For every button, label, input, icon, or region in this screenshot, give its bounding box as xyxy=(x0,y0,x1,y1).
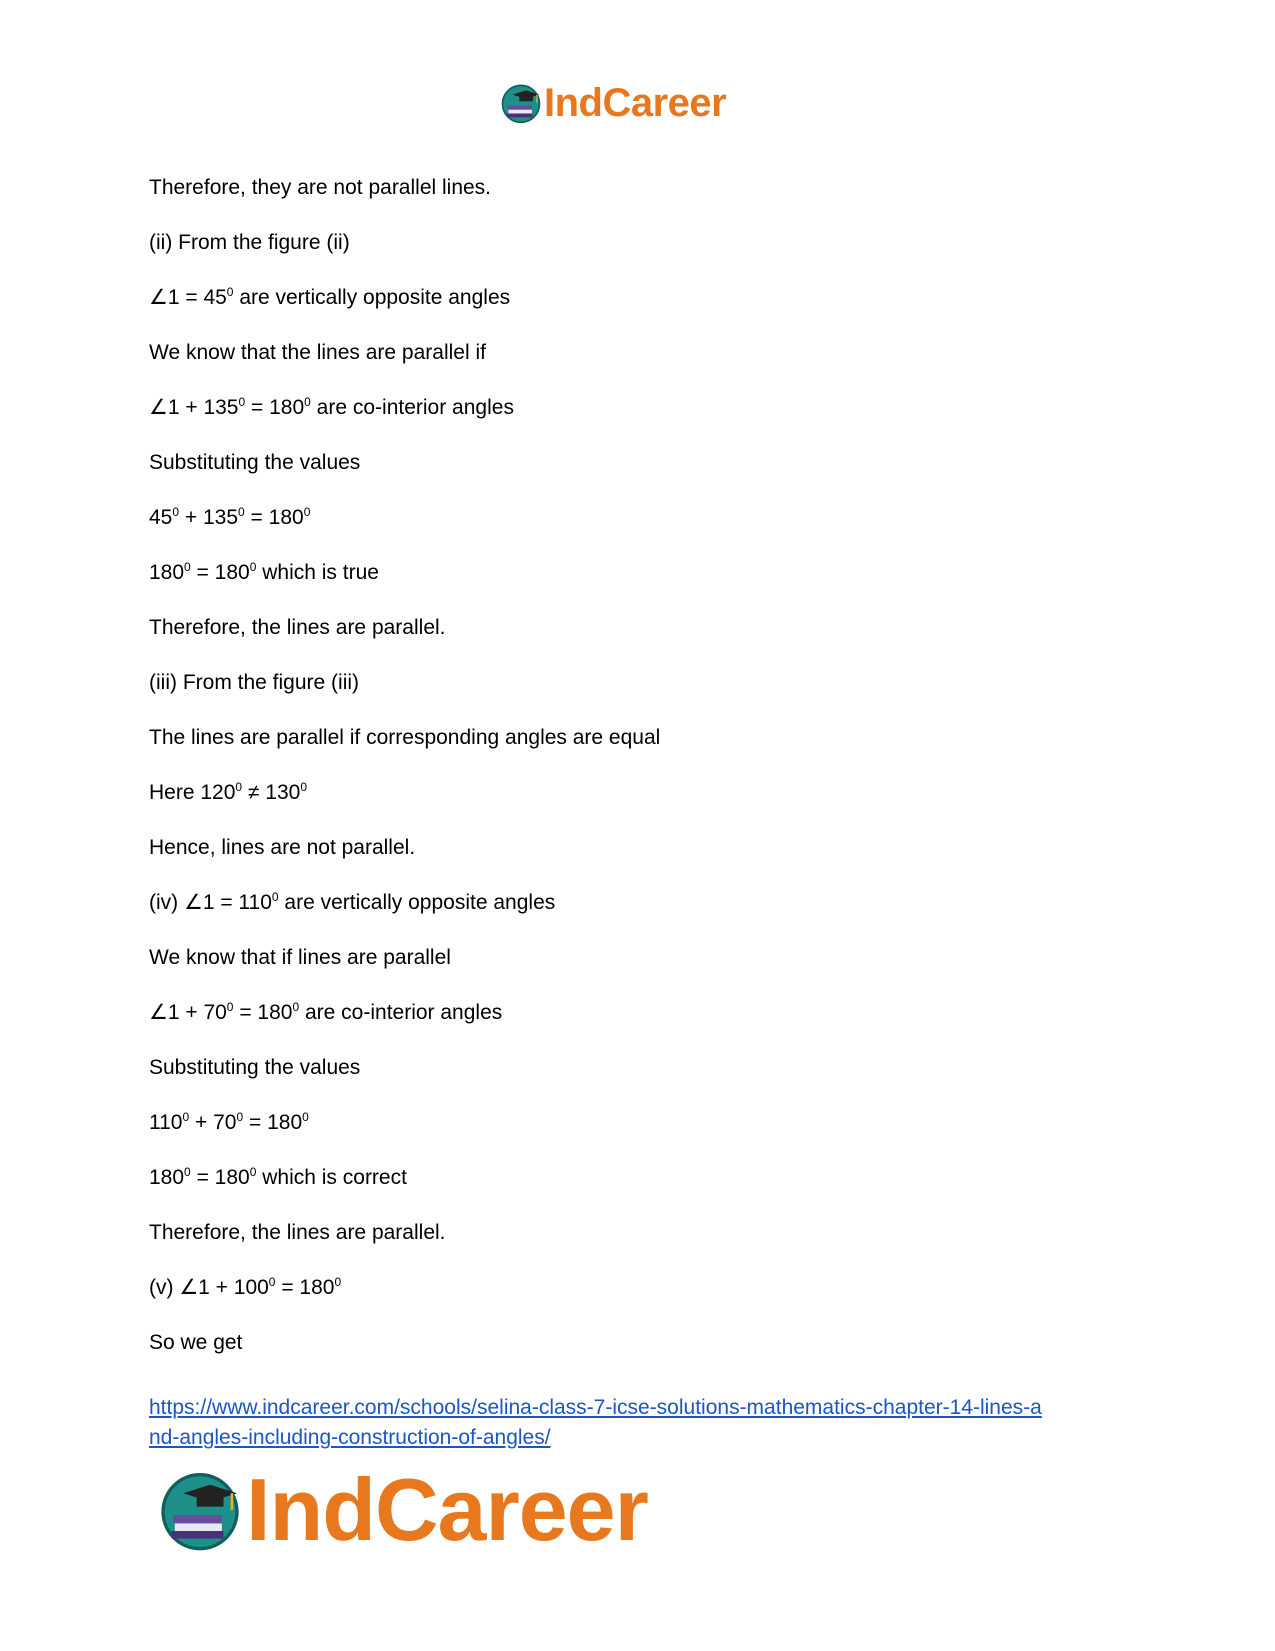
degree-superscript: 0 xyxy=(334,1275,342,1289)
text-line xyxy=(149,836,1129,860)
text-line xyxy=(149,616,1129,640)
degree-superscript: 0 xyxy=(182,1110,190,1124)
text-run: Here 120 xyxy=(149,781,236,804)
degree-superscript: 0 xyxy=(304,395,311,409)
text-run: Therefore, the lines are parallel. xyxy=(149,1221,446,1244)
text-line xyxy=(149,671,1129,695)
text-line xyxy=(149,396,1129,420)
header-logo xyxy=(500,76,726,130)
degree-superscript: 0 xyxy=(300,780,307,794)
text-line xyxy=(149,506,1129,530)
brand-name: IndCareer xyxy=(544,80,727,125)
degree-superscript: 0 xyxy=(172,505,180,519)
degree-superscript: 0 xyxy=(236,1110,244,1124)
degree-superscript: 0 xyxy=(238,505,245,519)
text-run: Hence, lines are not parallel. xyxy=(149,836,416,859)
text-run: (iii) From the figure (iii) xyxy=(149,671,360,694)
text-line xyxy=(149,231,1129,255)
graduation-book-icon xyxy=(500,82,542,124)
text-run: = 180 xyxy=(275,1276,335,1299)
text-line xyxy=(149,891,1129,915)
text-run: Substituting the values xyxy=(149,451,361,474)
text-run: ∠1 + 135 xyxy=(149,396,239,419)
degree-superscript: 0 xyxy=(292,1000,300,1014)
text-run: ∠1 + 70 xyxy=(149,1001,227,1024)
degree-superscript: 0 xyxy=(249,1165,257,1179)
text-line xyxy=(149,1056,1129,1080)
text-run: 110 xyxy=(149,1111,183,1134)
text-run: (v) ∠1 + 100 xyxy=(149,1276,269,1299)
text-line xyxy=(149,451,1129,475)
degree-superscript: 0 xyxy=(184,560,191,574)
text-run: Therefore, they are not parallel lines. xyxy=(149,176,492,199)
text-run: which is correct xyxy=(256,1166,407,1189)
text-line xyxy=(149,1166,1129,1190)
text-run: Therefore, the lines are parallel. xyxy=(149,616,446,639)
text-run: + 70 xyxy=(189,1111,237,1134)
text-run: ≠ 130 xyxy=(242,781,301,804)
text-line xyxy=(149,1111,1129,1135)
degree-superscript: 0 xyxy=(235,780,243,794)
source-link-line-1[interactable]: https://www.indcareer.com/schools/selina-class-7-icse-solutions-mathematics-chapter-14-lines-a xyxy=(149,1396,1042,1419)
text-run: = 180 xyxy=(190,561,250,584)
text-line xyxy=(149,1276,1129,1300)
text-run: 45 xyxy=(149,506,173,529)
text-line xyxy=(149,341,1129,365)
degree-superscript: 0 xyxy=(268,1275,276,1289)
degree-superscript: 0 xyxy=(184,1165,191,1179)
degree-superscript: 0 xyxy=(303,505,311,519)
text-run: ∠1 = 45 xyxy=(149,286,227,309)
text-run: = 180 xyxy=(190,1166,250,1189)
text-run: = 180 xyxy=(243,1111,303,1134)
text-run: are co-interior angles xyxy=(299,1001,503,1024)
text-run: (ii) From the figure (ii) xyxy=(149,231,350,254)
text-run: So we get xyxy=(149,1331,243,1354)
text-run: + 135 xyxy=(179,506,239,529)
text-run: = 180 xyxy=(245,396,305,419)
degree-superscript: 0 xyxy=(249,560,257,574)
source-link-line-2[interactable]: nd-angles-including-construction-of-angles/ xyxy=(149,1426,551,1449)
text-run: are vertically opposite angles xyxy=(233,286,511,309)
text-run: = 180 xyxy=(233,1001,293,1024)
graduation-book-icon xyxy=(158,1468,242,1552)
text-run: which is true xyxy=(256,561,379,584)
text-run: are co-interior angles xyxy=(310,396,514,419)
text-run: Substituting the values xyxy=(149,1056,361,1079)
text-line xyxy=(149,1221,1129,1245)
text-run: We know that if lines are parallel xyxy=(149,946,451,969)
degree-superscript: 0 xyxy=(226,1000,234,1014)
text-line xyxy=(149,946,1129,970)
brand-name: IndCareer xyxy=(246,1460,648,1559)
text-line xyxy=(149,286,1129,310)
text-run: (iv) ∠1 = 110 xyxy=(149,891,272,914)
text-run: We know that the lines are parallel if xyxy=(149,341,486,364)
text-line xyxy=(149,176,1129,200)
text-line xyxy=(149,726,1129,750)
degree-superscript: 0 xyxy=(226,285,234,299)
text-run: 180 xyxy=(149,561,185,584)
degree-superscript: 0 xyxy=(302,1110,309,1124)
degree-superscript: 0 xyxy=(238,395,246,409)
degree-superscript: 0 xyxy=(271,890,279,904)
text-run: 180 xyxy=(149,1166,185,1189)
source-link[interactable] xyxy=(149,1393,1139,1453)
text-line xyxy=(149,781,1129,805)
text-line xyxy=(149,561,1129,585)
text-line xyxy=(149,1001,1129,1025)
footer-logo xyxy=(158,1460,648,1560)
text-line xyxy=(149,1331,1129,1355)
text-run: = 180 xyxy=(244,506,304,529)
document-body xyxy=(149,176,1129,1386)
text-run: The lines are parallel if corresponding angles are equal xyxy=(149,726,661,749)
text-run: are vertically opposite angles xyxy=(278,891,556,914)
